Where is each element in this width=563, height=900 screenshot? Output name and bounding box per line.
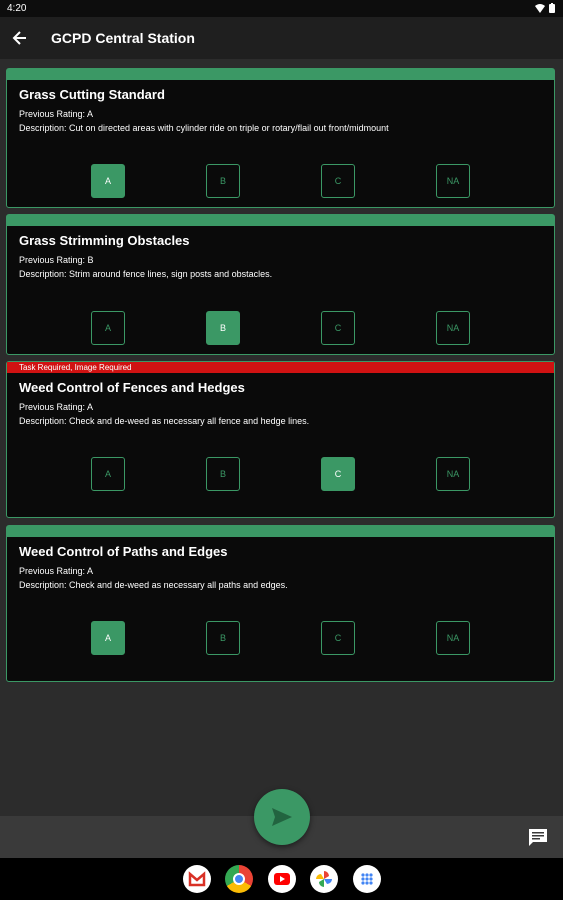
previous-rating: Previous Rating: B bbox=[19, 255, 94, 265]
rating-button-na[interactable]: NA bbox=[436, 621, 470, 655]
chrome-center bbox=[233, 873, 245, 885]
send-icon bbox=[270, 805, 294, 829]
rating-button-c[interactable]: C bbox=[321, 457, 355, 491]
rating-button-a[interactable]: A bbox=[91, 457, 125, 491]
rating-button-b[interactable]: B bbox=[206, 311, 240, 345]
chrome-icon[interactable] bbox=[225, 865, 253, 893]
rating-button-a[interactable]: A bbox=[91, 621, 125, 655]
card-title: Weed Control of Fences and Hedges bbox=[19, 380, 245, 395]
rating-button-c[interactable]: C bbox=[321, 311, 355, 345]
system-icons bbox=[535, 3, 555, 13]
card-header-bar bbox=[7, 526, 554, 537]
status-bar bbox=[0, 0, 563, 17]
rating-button-na[interactable]: NA bbox=[436, 457, 470, 491]
chat-icon[interactable] bbox=[527, 827, 549, 849]
youtube-icon[interactable] bbox=[268, 865, 296, 893]
previous-rating: Previous Rating: A bbox=[19, 566, 94, 576]
arrow-back-icon[interactable] bbox=[10, 28, 30, 48]
rating-button-b[interactable]: B bbox=[206, 457, 240, 491]
battery-icon bbox=[549, 3, 555, 13]
card-description: Description: Check and de-weed as necessary all paths and edges. bbox=[19, 580, 288, 590]
card-description: Description: Check and de-weed as necessary all fence and hedge lines. bbox=[19, 416, 310, 426]
rating-button-a[interactable]: A bbox=[91, 311, 125, 345]
wifi-icon bbox=[535, 4, 545, 13]
app-drawer-icon[interactable] bbox=[353, 865, 381, 893]
photos-icon[interactable] bbox=[310, 865, 338, 893]
previous-rating: Previous Rating: A bbox=[19, 402, 94, 412]
previous-rating: Previous Rating: A bbox=[19, 109, 94, 119]
rating-button-na[interactable]: NA bbox=[436, 311, 470, 345]
task-card bbox=[6, 361, 555, 518]
app-bar bbox=[0, 17, 563, 59]
card-description: Description: Cut on directed areas with cylinder ride on triple or rotary/flail out front/midmount bbox=[19, 123, 389, 133]
send-button[interactable] bbox=[254, 789, 310, 845]
card-title: Grass Strimming Obstacles bbox=[19, 233, 190, 248]
card-title: Grass Cutting Standard bbox=[19, 87, 165, 102]
card-title: Weed Control of Paths and Edges bbox=[19, 544, 228, 559]
rating-button-b[interactable]: B bbox=[206, 621, 240, 655]
rating-button-a[interactable]: A bbox=[91, 164, 125, 198]
card-header-bar bbox=[7, 215, 554, 226]
page-title: GCPD Central Station bbox=[51, 30, 195, 46]
rating-button-c[interactable]: C bbox=[321, 621, 355, 655]
rating-button-c[interactable]: C bbox=[321, 164, 355, 198]
task-card bbox=[6, 68, 555, 208]
task-card bbox=[6, 214, 555, 355]
gmail-icon[interactable] bbox=[183, 865, 211, 893]
rating-button-b[interactable]: B bbox=[206, 164, 240, 198]
task-card bbox=[6, 525, 555, 682]
card-description: Description: Strim around fence lines, sign posts and obstacles. bbox=[19, 269, 273, 279]
status-time: 4:20 bbox=[7, 3, 27, 14]
card-header-bar bbox=[7, 69, 554, 80]
alert-banner: Task Required, Image Required bbox=[7, 362, 554, 373]
rating-button-na[interactable]: NA bbox=[436, 164, 470, 198]
